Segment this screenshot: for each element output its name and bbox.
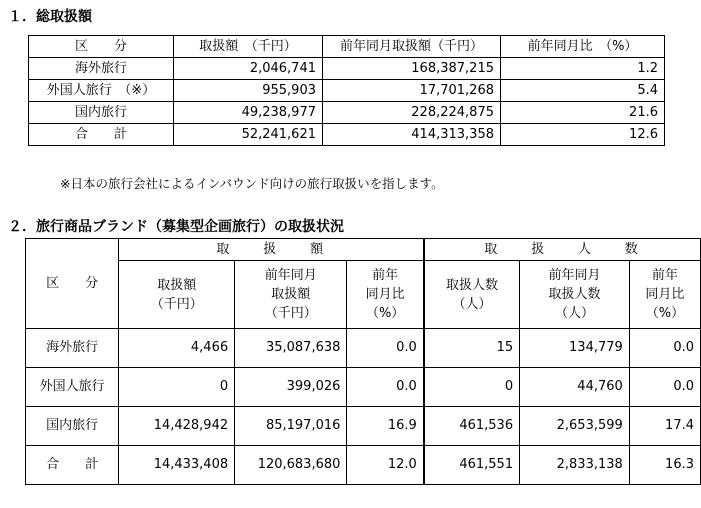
section2-title: ２．旅行商品ブランド（募集型企画旅行）の取扱状況 (8, 219, 344, 235)
cell-prev-people: 2,833,138 (520, 446, 630, 485)
header-amount: 取扱額 （千円） (119, 261, 235, 329)
table-row-total (29, 124, 665, 146)
row-label: 合 計 (29, 124, 174, 146)
cell-prev-amount: 168,387,215 (323, 58, 501, 80)
row-label: 海外旅行 (26, 329, 119, 368)
cell-prev-amount: 228,224,875 (323, 102, 501, 124)
table-row (26, 329, 701, 368)
section1-title: １．総取扱額 (8, 9, 92, 25)
cell-prev-people: 2,653,599 (520, 407, 630, 446)
cell-prev-amount: 35,087,638 (235, 329, 347, 368)
cell-prev-amount: 85,197,016 (235, 407, 347, 446)
cell-amount: 4,466 (119, 329, 235, 368)
header-category: 区 分 (26, 239, 119, 329)
row-label: 海外旅行 (29, 58, 174, 80)
header-group-amount: 取 扱 額 (119, 239, 424, 261)
cell-people-ratio: 0.0 (629, 368, 700, 407)
header-prev-amount: 前年同月取扱額（千円） (323, 36, 501, 58)
cell-prev-amount: 414,313,358 (323, 124, 501, 146)
header-category: 区 分 (29, 36, 174, 58)
group-header-row (26, 239, 701, 261)
row-label: 合 計 (26, 446, 119, 485)
cell-people: 15 (424, 329, 520, 368)
cell-amount: 14,428,942 (119, 407, 235, 446)
row-label: 国内旅行 (29, 102, 174, 124)
table-row (29, 80, 665, 102)
cell-prev-amount: 120,683,680 (235, 446, 347, 485)
cell-amount: 0 (119, 368, 235, 407)
cell-prev-people: 134,779 (520, 329, 630, 368)
cell-amount-ratio: 16.9 (347, 407, 424, 446)
header-ratio: 前年同月比 （%） (501, 36, 665, 58)
cell-prev-amount: 399,026 (235, 368, 347, 407)
cell-people: 0 (424, 368, 520, 407)
header-amount-ratio: 前年 同月比 （%） (347, 261, 424, 329)
cell-people-ratio: 16.3 (629, 446, 700, 485)
header-amount: 取扱額 （千円） (174, 36, 323, 58)
cell-prev-people: 44,760 (520, 368, 630, 407)
cell-amount: 49,238,977 (174, 102, 323, 124)
header-prev-amount: 前年同月 取扱額 （千円） (235, 261, 347, 329)
footnote: ※日本の旅行会社によるインバウンド向けの旅行取扱いを指します。 (60, 176, 444, 191)
row-label: 国内旅行 (26, 407, 119, 446)
cell-people: 461,551 (424, 446, 520, 485)
cell-amount-ratio: 12.0 (347, 446, 424, 485)
cell-amount-ratio: 0.0 (347, 368, 424, 407)
cell-prev-amount: 17,701,268 (323, 80, 501, 102)
cell-amount-ratio: 0.0 (347, 329, 424, 368)
cell-people-ratio: 0.0 (629, 329, 700, 368)
table-row (26, 407, 701, 446)
sub-header-row (26, 261, 701, 329)
header-people-ratio: 前年 同月比 （%） (629, 261, 700, 329)
row-label: 外国人旅行 (26, 368, 119, 407)
cell-ratio: 12.6 (501, 124, 665, 146)
table-row (29, 102, 665, 124)
table-row (29, 58, 665, 80)
cell-ratio: 21.6 (501, 102, 665, 124)
cell-ratio: 5.4 (501, 80, 665, 102)
cell-amount: 955,903 (174, 80, 323, 102)
cell-people: 461,536 (424, 407, 520, 446)
cell-amount: 2,046,741 (174, 58, 323, 80)
cell-amount: 52,241,621 (174, 124, 323, 146)
header-group-people: 取 扱 人 数 (424, 239, 701, 261)
table-header-row (29, 36, 665, 58)
table-row (26, 368, 701, 407)
cell-people-ratio: 17.4 (629, 407, 700, 446)
header-people: 取扱人数 （人） (424, 261, 520, 329)
table-row-total (26, 446, 701, 485)
brand-product-table (25, 238, 701, 485)
total-amount-table (28, 35, 665, 146)
header-prev-people: 前年同月 取扱人数 （人） (520, 261, 630, 329)
row-label: 外国人旅行 （※） (29, 80, 174, 102)
cell-ratio: 1.2 (501, 58, 665, 80)
cell-amount: 14,433,408 (119, 446, 235, 485)
